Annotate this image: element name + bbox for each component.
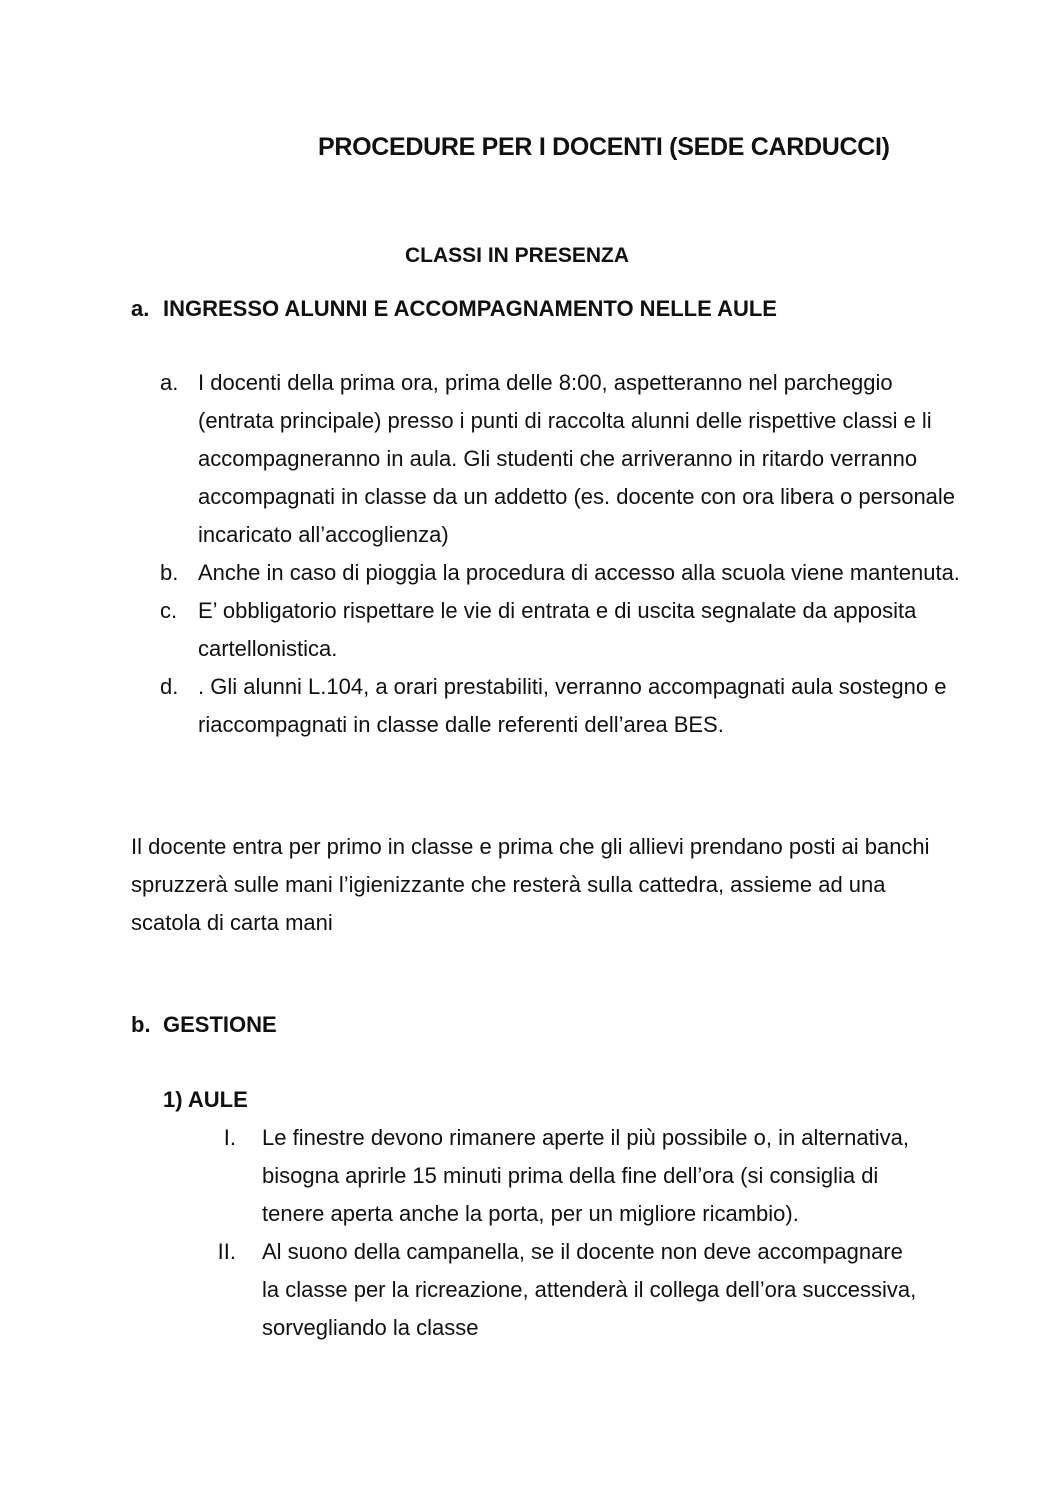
list-item-marker: d. xyxy=(160,674,179,699)
section-b-marker: b. xyxy=(131,1012,151,1037)
section-a-list xyxy=(160,364,960,744)
list-item-text: Le finestre devono rimanere aperte il più possibile o, in alternativa, bisogna aprirle 15 minuti prima della fine dell’ora (si consiglia di tenere aperta anche la porta, per un migliore ricambio). xyxy=(262,1125,909,1226)
list-item xyxy=(160,592,960,668)
list-item xyxy=(160,364,960,554)
list-item-text: Anche in caso di pioggia la procedura di accesso alla scuola viene mantenuta. xyxy=(198,560,960,585)
section-b-heading-text: GESTIONE xyxy=(163,1012,277,1037)
list-item xyxy=(160,554,960,592)
document-title: PROCEDURE PER I DOCENTI (SEDE CARDUCCI) xyxy=(318,133,890,161)
list-item xyxy=(160,668,960,744)
list-item-text: I docenti della prima ora, prima delle 8:00, aspetteranno nel parcheggio (entrata principale) presso i punti di raccolta alunni delle rispettive classi e li accompagneranno in aula. Gli studenti che arriveranno in ritardo verranno accompagnati in classe da un addetto (es. docente con ora libera o personale incaricato all’accoglienza) xyxy=(198,370,956,547)
list-item xyxy=(200,1119,920,1233)
list-item xyxy=(200,1233,920,1347)
list-item-marker: c. xyxy=(160,598,178,623)
section-a-paragraph: Il docente entra per primo in classe e prima che gli allievi prendano posti ai banchi spruzzerà sulle mani l’igienizzante che resterà sulla cattedra, assieme ad una scatola di carta mani xyxy=(131,834,930,935)
section-b-heading xyxy=(131,1012,277,1038)
list-item-marker: I. xyxy=(223,1125,236,1150)
list-item-text: Al suono della campanella, se il docente non deve accompagnare la classe per la ricreazione, attenderà il collega dell’ora successiva, sorvegliando la classe xyxy=(262,1239,917,1340)
document-subtitle: CLASSI IN PRESENZA xyxy=(405,244,630,267)
list-item-marker: a. xyxy=(160,370,179,395)
list-item-marker: b. xyxy=(160,560,179,585)
section-a-marker: a. xyxy=(131,296,150,321)
subsection-heading-text: AULE xyxy=(187,1087,248,1112)
list-item-marker: II. xyxy=(217,1239,236,1264)
subsection-heading xyxy=(163,1087,248,1113)
section-a-heading xyxy=(131,296,777,322)
list-item-text: E’ obbligatorio rispettare le vie di entrata e di uscita segnalate da apposita cartellonistica. xyxy=(198,598,917,661)
section-a-heading-text: INGRESSO ALUNNI E ACCOMPAGNAMENTO NELLE AULE xyxy=(163,296,777,321)
subsection-marker: 1) xyxy=(163,1087,183,1112)
subsection-list xyxy=(200,1119,920,1347)
list-item-text: . Gli alunni L.104, a orari prestabiliti, verranno accompagnati aula sostegno e riaccompagnati in classe dalle referenti dell’area BES. xyxy=(198,674,947,737)
